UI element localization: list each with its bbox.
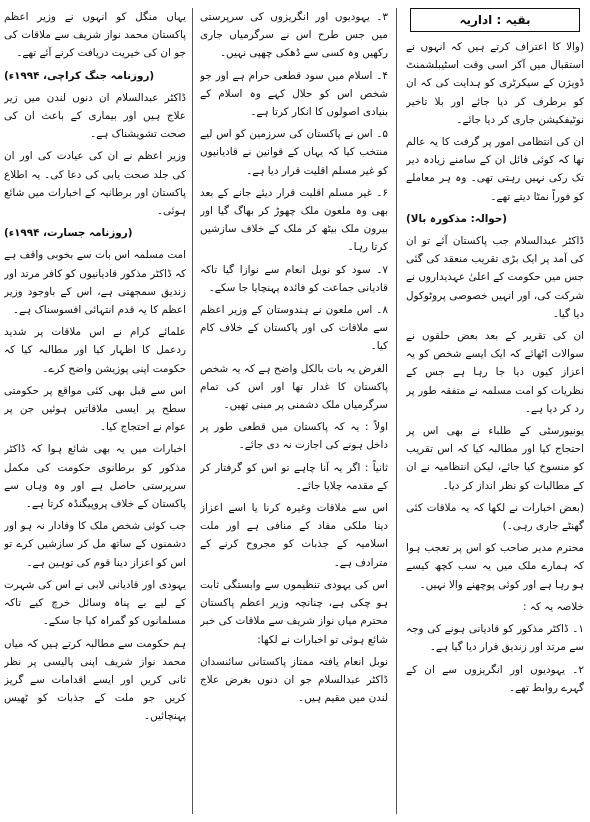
paragraph: ہم حکومت سے مطالبہ کرتے ہیں کہ میاں محمد نواز شریف اپنی پالیسی پر نظر ثانی کریں اور ایسے اقدامات سے گریز کریں جو ملت کے جذبات کو ٹھیس پہنچائیں۔ [4, 637, 186, 723]
list-item: ۳۔ یہودیوں اور انگریزوں کی سرپرستی میں جس طرح اس نے سرگرمیاں جاری رکھیں وہ کسی سے ڈھکی چھپی نہیں۔ [200, 11, 388, 60]
paragraph: علمائے کرام نے اس ملاقات پر شدید ردعمل کا اظہار کیا اور مطالبہ کیا کہ حکومت اپنی پوزیشن واضح کرے۔ [4, 326, 186, 375]
list-item: ۸۔ اس ملعون نے ہندوستان کے وزیر اعظم سے ملاقات کی اور پاکستان کے خلاف کام کیا۔ [200, 304, 388, 353]
reference: (روزنامہ جنگ کراچی، ۱۹۹۴ء) [4, 69, 155, 82]
paragraph: امت مسلمہ اس بات سے بخوبی واقف ہے کہ ڈاکٹر مذکور قادیانیوں کو کافر مرتد اور زندیق سمجھتی ہے، اس کے باوجود وزیر اعظم کا یہ قدم انتہائی افسوسناک ہے۔ [4, 249, 186, 317]
paragraph: جب کوئی شخص ملک کا وفادار نہ ہو اور دشمنوں کے ساتھ مل کر سازشیں کرے تو اس کو اعزاز دینا قوم کی توہین ہے۔ [4, 520, 186, 569]
column-left [4, 8, 186, 814]
paragraph: اولاً : یہ کہ پاکستان میں قطعی طور پر داخل ہونے کی اجازت نہ دی جائے۔ [200, 421, 388, 452]
paragraph: ان کی انتظامی امور پر گرفت کا یہ عالم تھا کہ کوئی فائل ان کے سامنے زیادہ دیر تک رکی نہیں رہتی تھی۔ وہ ہر معاملے کو فوراً نمٹا دیتے تھے۔ [406, 136, 584, 203]
paragraph: یونیورسٹی کے طلباء نے بھی اس پر احتجاج کیا اور مطالبہ کیا کہ اس تقریب کو منسوخ کیا جائے، لیکن انتظامیہ نے ان کے مطالبات کو نظر انداز کر دیا۔ [406, 425, 584, 492]
paragraph: اس کی یہودی تنظیموں سے وابستگی ثابت ہو چکی ہے، چنانچہ وزیر اعظم پاکستان محترم میاں نواز شریف سے ملاقات کی خبر شائع ہوئی تو اخبارات نے لکھا: [200, 578, 388, 646]
column-right [406, 8, 584, 814]
paragraph: ان کی تقریر کے بعد بعض حلقوں نے سوالات اٹھائے کہ ایک ایسے شخص کو یہ اعزاز کیوں دیا جا رہا ہے جس کے نظریات کو امت مسلمہ نے متفقہ طور پر رد کر دیا ہے۔ [406, 330, 584, 415]
paragraph: یہودی اور قادیانی لابی نے اس کی شہرت کے لیے بے پناہ وسائل خرچ کیے تاکہ مسلمانوں کو گمراہ کیا جا سکے۔ [4, 578, 186, 628]
paragraph: وزیر اعظم نے ان کی عیادت کی اور ان کی جلد صحت یابی کی دعا کی۔ یہ اطلاع پاکستان اور برطانیہ کے اخبارات میں شائع ہوئی۔ [4, 150, 186, 218]
paragraph: نوبل انعام یافتہ ممتاز پاکستانی سائنسدان ڈاکٹر عبدالسلام جو ان دنوں بغرض علاج لندن میں مقیم ہیں۔ [200, 655, 388, 705]
list-item: ۱۔ ڈاکٹر مذکور کو قادیانی ہونے کی وجہ سے مرتد اور زندیق قرار دیا گیا ہے۔ [406, 623, 584, 654]
paragraph: اس سے قبل بھی کئی مواقع پر حکومتی سطح پر ایسی ملاقاتیں ہوئیں جن پر عوام نے احتجاج کیا۔ [4, 384, 186, 434]
section-heading: بقیہ : اداریہ [410, 8, 580, 32]
paragraph: (والا کا اعتراف کرتے ہیں کہ انہوں نے استقبال میں آکر اسی وقت اسٹیبلشمنٹ ڈویژن کے سیکرٹری کو ہدایت کی کہ ان کو برطرف کر دیا جائے اور بلا تاخیر نوٹیفکیشن جاری کر دیا جائے۔ [406, 41, 584, 126]
paragraph: اخبارات میں یہ بھی شائع ہوا کہ ڈاکٹر مذکور کو برطانوی حکومت کی مکمل سرپرستی حاصل ہے اور وہ وہاں سے پاکستان کے خلاف پروپیگنڈہ کرتا ہے۔ [4, 443, 186, 511]
list-item: ۵۔ اس نے پاکستان کی سرزمین کو اس لیے منتخب کیا کہ یہاں کے قوانین نے قادیانیوں کو غیر مسلم اقلیت قرار دیا ہے۔ [200, 128, 388, 177]
list-item: ۴۔ اسلام میں سود قطعی حرام ہے اور جو شخص اس کو حلال کہے وہ اسلام کے بنیادی اصولوں کا انکار کرتا ہے۔ [200, 69, 388, 119]
paragraph: ثانیاً : اگر یہ آنا چاہے تو اس کو گرفتار کر کے مقدمہ چلایا جائے۔ [200, 461, 388, 492]
paragraph: محترم مدیر صاحب کو اس پر تعجب ہوا کہ ہمارے ملک میں یہ سب کچھ کیسے ہو رہا ہے اور کوئی پوچھنے والا نہیں۔ [406, 542, 584, 591]
reference: (حوالہ: مذکورہ بالا) [406, 212, 508, 225]
paragraph: ڈاکٹر عبدالسلام جب پاکستان آئے تو ان کی آمد پر ایک بڑی تقریب منعقد کی گئی جس میں حکومت کے اعلیٰ عہدیداروں نے شرکت کی، اور انہیں خصوصی پروٹوکول دیا گیا۔ [406, 235, 584, 320]
paragraph: ڈاکٹر عبدالسلام ان دنوں لندن میں زیر علاج ہیں اور بیماری کے باعث ان کی صحت تشویشناک ہے۔ [4, 91, 186, 141]
list-item: ۶۔ غیر مسلم اقلیت قرار دیئے جانے کے بعد بھی وہ ملعون ملک چھوڑ کر بھاگ گیا اور بیرون ملک بیٹھ کر ملک کے خلاف سازشیں کرتا رہا۔ [200, 186, 388, 254]
column-middle [200, 8, 388, 814]
paragraph: (بعض اخبارات نے لکھا کہ یہ ملاقات کئی گھنٹے جاری رہی۔) [406, 501, 584, 533]
reference: (روزنامہ جسارت، ۱۹۹۴ء) [4, 227, 133, 240]
list-item: ۷۔ سود کو نوبل انعام سے نوازا گیا تاکہ قادیانی جماعت کو فائدہ پہنچایا جا سکے۔ [200, 263, 388, 294]
list-item: ۲۔ یہودیوں اور انگریزوں سے ان کے گہرے روابط تھے۔ [406, 663, 584, 694]
paragraph: اس سے ملاقات وغیرہ کرنا یا اسے اعزاز دینا ملکی مفاد کے منافی ہے اور ملت اسلامیہ کے جذبات کو مجروح کرنے کے مترادف ہے۔ [200, 502, 388, 569]
column-divider [192, 8, 193, 814]
paragraph: خلاصہ یہ کہ : [523, 600, 584, 613]
column-divider [396, 8, 397, 814]
paragraph: الغرض یہ بات بالکل واضح ہے کہ یہ شخص پاکستان کا غدار تھا اور اس کی تمام سرگرمیاں ملک دشمنی پر مبنی تھیں۔ [200, 362, 388, 412]
paragraph: یہاں منگل کو انہوں نے وزیر اعظم پاکستان محمد نواز شریف سے ملاقات کی جو ان کی خیریت دریافت کرنے آئے تھے۔ [4, 11, 186, 60]
